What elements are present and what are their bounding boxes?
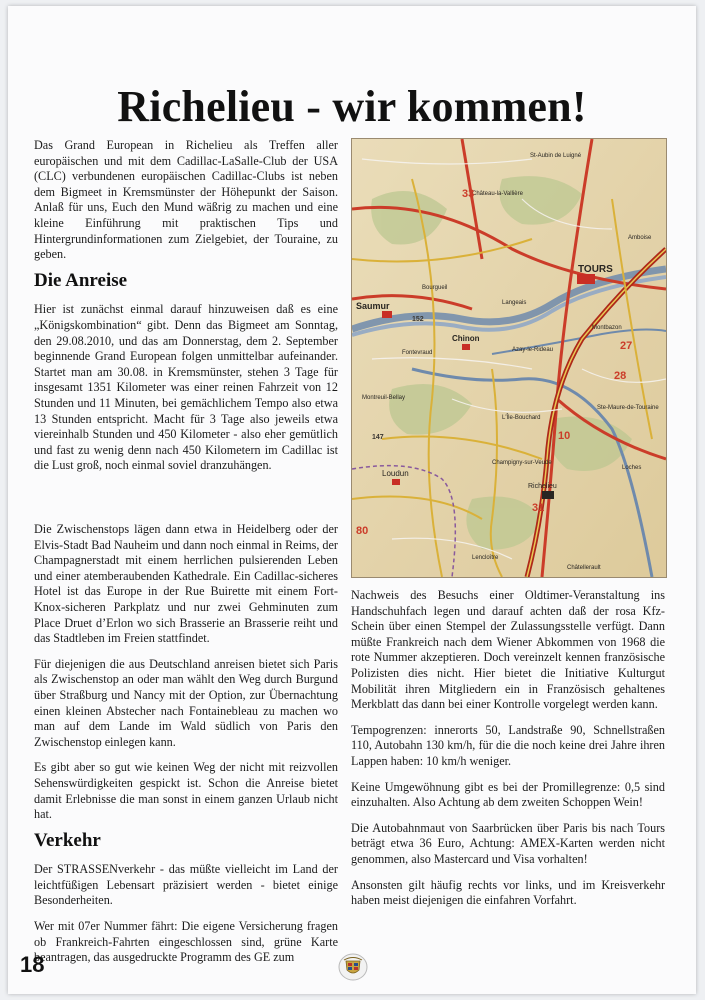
verkehr-paragraph-1: Der STRASSENverkehr - das müßte vielleicht im Land der leichtfüßigen Lebensart präzisiert werden - bietet einige Besonderheiten. xyxy=(34,862,338,908)
right-paragraph-1: Nachweis des Besuchs einer Oldtimer-Veranstaltung ins Handschuhfach legen und darauf achten daß der rosa Kfz-Schein über einen Stempel der Zulassungsstelle verfügt. Dann müßte Frankreich nach dem Wiener Abkommen von 1968 die rote Nummer akzeptieren. Doch vereinzelt kennen französische Polizisten dies nicht. Hier bietet die Initiative Kulturgut Mobilität ihren Mitgliedern ein in Französisch gehaltenes Merkblatt das dann bei einer Kontrolle vorgelegt werden kann. xyxy=(351,588,665,712)
map-label-tours: TOURS xyxy=(578,264,613,275)
road-map-photo xyxy=(351,138,667,578)
right-column xyxy=(351,588,665,919)
right-paragraph-3: Keine Umgewöhnung gibt es bei der Promillegrenze: 0,5 sind einzuhalten. Also Achtung ab dem zweiten Schoppen Wein! xyxy=(351,779,665,810)
map-label-loudun: Loudun xyxy=(382,469,409,478)
map-label-langeais: Langeais xyxy=(502,300,527,306)
cadillac-crest-icon xyxy=(338,952,368,982)
anreise-paragraph-4: Es gibt aber so gut wie keinen Weg der nicht mit reizvollen Sehenswürdigkeiten gespickt ist. Schon die Anreise bietet damit Erlebnisse die man sonst in einem ganzen Urlaub nicht hat. xyxy=(34,760,338,822)
map-label-richelieu: Richelieu xyxy=(528,483,557,490)
map-label-azay: Azay-le-Rideau xyxy=(512,347,554,353)
left-column-bottom xyxy=(34,522,338,976)
page-number: 18 xyxy=(20,952,45,977)
anreise-paragraph-2: Die Zwischenstops lägen dann etwa in Heidelberg oder der Elvis-Stadt Bad Nauheim und dann noch einmal in Reims, der Champagnerstadt mit einem herrlichen pulsierenden Leben und einer atemberaubenden Kathedrale. Ein Cadillac-sicheres Hotel ist das Europe in der Rue Buirette mit einem Fort-Knox-sicheren Parkplatz und nur zwei Gehminuten zum Place Druet d’Erlon wo sich Brasserie an Brasserie reiht und das Stadtleben im Freien stattfindet. xyxy=(34,522,338,646)
map-label-saumur: Saumur xyxy=(356,301,390,311)
right-paragraph-2: Tempogrenzen: innerorts 50, Landstraße 90, Schnellstraßen 110, Autobahn 130 km/h, für die die noch keine drei Jahre ihren Lappen haben: 10 km/h weniger. xyxy=(351,722,665,768)
map-label-amboise: Amboise xyxy=(628,235,652,241)
photo-tint xyxy=(352,139,666,577)
map-label-lencloitre: Lencloître xyxy=(472,555,499,561)
map-label-chatellerault: Châtellerault xyxy=(567,565,601,571)
map-label-chateau-la-valliere: Château-la-Vallière xyxy=(472,191,523,197)
map-label-ile-bouchard: L'Île-Bouchard xyxy=(502,415,541,421)
article-title: Richelieu - wir kommen! xyxy=(117,82,587,132)
road-number-33: 33 xyxy=(462,188,475,200)
map-label-fontevraud: Fontevraud xyxy=(402,350,433,356)
section-heading-anreise: Die Anreise xyxy=(34,269,128,291)
anreise-paragraph-3: Für diejenigen die aus Deutschland anreisen bietet sich Paris als Zwischenstop an oder man wählt den Weg durch Burgund über Straßburg und Nancy mit der Option, zur Übernachtung einen kleinen Abstecher nach Fontainebleau zu machen wo man auf dem Lande im Wald südlich von Paris den Zwischenstop einlegen kann. xyxy=(34,656,338,749)
road-number-28: 28 xyxy=(614,370,627,382)
road-number-27: 27 xyxy=(620,340,633,352)
verkehr-paragraph-2: Wer mit 07er Nummer fährt: Die eigene Versicherung fragen ob Frankreich-Fahrten eingeschlossen sind, grüne Karte beantragen, das ausgedruckte Programm des GE zum xyxy=(34,919,338,965)
section-heading-verkehr: Verkehr xyxy=(34,829,101,851)
left-column-top xyxy=(34,138,338,484)
road-number-80: 80 xyxy=(356,525,369,537)
right-paragraph-4: Die Autobahnmaut von Saarbrücken über Paris bis nach Tours beträgt etwa 36 Euro, Achtung: AMEX-Karten werden nicht genommen, also Mastercard und Visa vorhalten! xyxy=(351,820,665,866)
road-number-31: 31 xyxy=(532,502,545,514)
road-number-147: 147 xyxy=(372,434,384,441)
map-label-loches: Loches xyxy=(622,465,642,471)
magazine-page xyxy=(8,6,696,994)
map-label-bourgueil: Bourgueil xyxy=(422,285,448,291)
map-label-montbazon: Montbazon xyxy=(592,325,622,331)
map-label-ste-maure: Ste-Maure-de-Touraine xyxy=(597,405,659,411)
anreise-paragraph-1: Hier ist zunächst einmal darauf hinzuweisen daß es eine „Königskombination“ gibt. Denn das Bigmeet am Sonntag, den 29.08.2010, und das am Donnerstag, dem 2. September beginnende Grand European folgen unmittelbar aufeinander. Startet man am 30.08. in Kremsmünster, stehen 3 Tage für insgesamt 1351 Kilometer was einer reinen Fahrzeit von 12 Stunden und 11 Minuten, bei gemächlichem Tempo also etwa 13 Stunden entspricht. Macht für 3 Tage also jeweils etwa viereinhalb Stunden und 450 Kilometer - also eher gemütlich und fast zu wenig denn nach 450 Kilometern im Cadillac ist die Lust groß, noch einmal soviel dranzuhängen. xyxy=(34,302,338,473)
map-label-st-aubin: St-Aubin de Luigné xyxy=(530,153,582,159)
map-label-chinon: Chinon xyxy=(452,334,480,343)
intro-paragraph: Das Grand European in Richelieu als Treffen aller europäischen und mit dem Cadillac-LaSalle-Club der USA (CLC) verbundenen europäischen Cadillac-Clubs ist neben dem Bigmeet in Kremsmünster der Höhepunkt der Saison. Anlaß für uns, Euch den Mund wäßrig zu machen und eine kleine Einführung mit praktischen Tips und Hintergrundinformationen zum Zielgebiet, der Touraine, zu geben. xyxy=(34,138,338,262)
road-number-10: 10 xyxy=(558,430,571,442)
map-illustration xyxy=(352,139,666,577)
map-label-champigny: Champigny-sur-Veude xyxy=(492,460,552,466)
road-number-152: 152 xyxy=(412,316,424,323)
right-paragraph-5: Ansonsten gilt häufig rechts vor links, und im Kreisverkehr haben meist diejenigen die einfahren Vorfahrt. xyxy=(351,877,665,908)
map-label-montreuil-bellay: Montreuil-Bellay xyxy=(362,395,406,401)
